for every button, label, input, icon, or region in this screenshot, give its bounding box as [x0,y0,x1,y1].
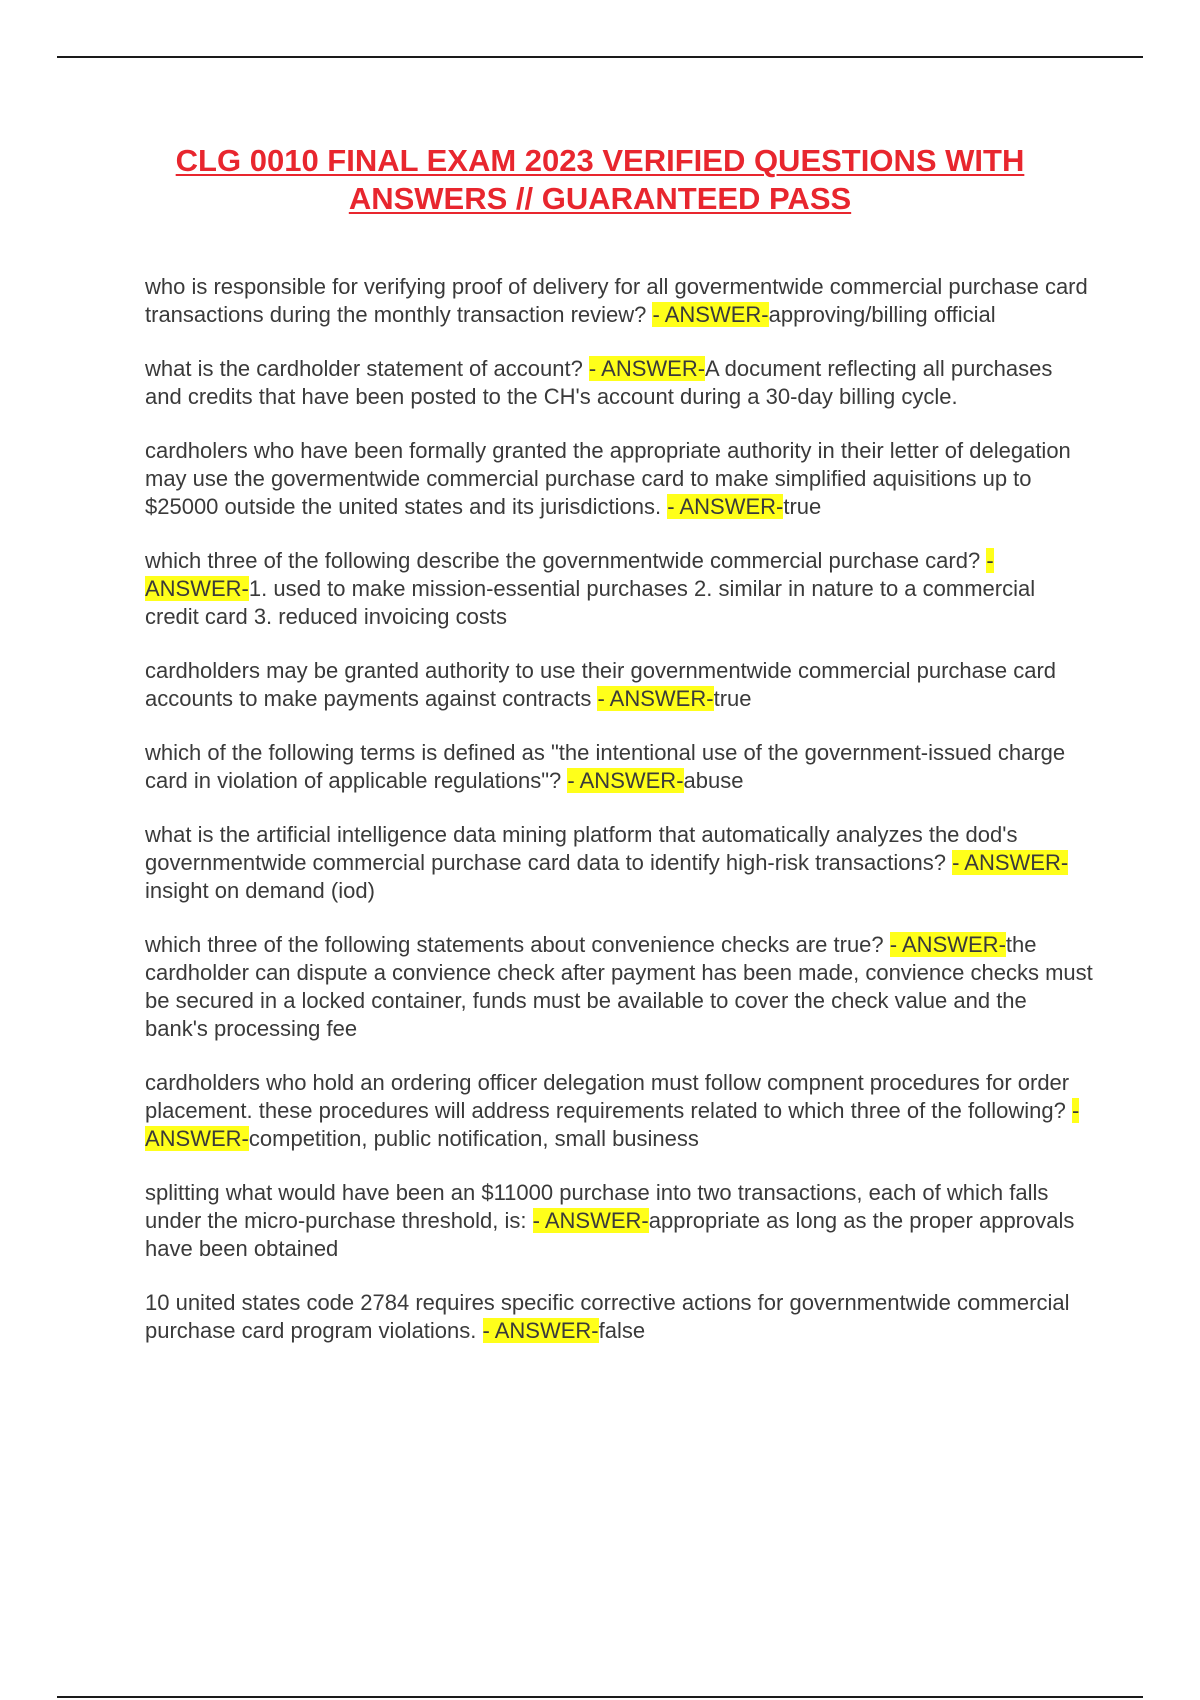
answer-text: competition, public notification, small business [248,1126,699,1151]
question-text: what is the artificial intelligence data mining platform that automatically analyzes the dod's governmentwide commercial purchase card data to identify high-risk transactions? [145,822,1018,875]
qa-list [145,273,1095,1371]
question-text: which of the following terms is defined as "the intentional use of the government-issued charge card in violation of applicable regulations"? [145,740,1066,793]
qa-item [145,931,1095,1043]
question-text: which three of the following describe the governmentwide commercial purchase card? [145,548,987,573]
qa-item [145,547,1095,631]
answer-marker: - ANSWER- [889,932,1006,957]
answer-marker: - ANSWER- [532,1208,649,1233]
question-text: cardholders may be granted authority to use their governmentwide commercial purchase card accounts to make payments against contracts [145,658,1057,711]
answer-marker: - ANSWER- [482,1318,599,1343]
qa-item [145,1289,1095,1345]
question-text: which three of the following statements about convenience checks are true? [145,932,890,957]
question-text: splitting what would have been an $11000 purchase into two transactions, each of which falls under the micro-purchase threshold, is: [145,1180,1049,1233]
question-text: who is responsible for verifying proof of delivery for all govermentwide commercial purchase card transactions during the monthly transaction review? [145,274,1088,327]
answer-text: A document reflecting all purchases and credits that have been posted to the CH's account during a 30-day billing cycle. [145,356,1053,409]
qa-item [145,437,1095,521]
top-rule [57,56,1143,58]
qa-item [145,1069,1095,1153]
answer-marker: - ANSWER- [145,1098,1080,1151]
answer-marker: - ANSWER- [567,768,684,793]
answer-marker: - ANSWER- [145,548,994,601]
question-text: what is the cardholder statement of account? [145,356,589,381]
answer-text: 1. used to make mission-essential purchases 2. similar in nature to a commercial credit card 3. reduced invoicing costs [145,576,1036,629]
answer-text: appropriate as long as the proper approvals have been obtained [145,1208,1075,1261]
question-text: cardholers who have been formally granted the appropriate authority in their letter of delegation may use the govermentwide commercial purchase card to make simplified aquisitions up to $25000 outside the united states and its jurisdictions. [145,438,1071,519]
answer-marker: - ANSWER- [652,302,769,327]
answer-text: true [783,494,822,519]
answer-marker: - ANSWER- [667,494,784,519]
qa-item [145,739,1095,795]
answer-marker: - ANSWER- [597,686,714,711]
question-text: cardholders who hold an ordering officer delegation must follow compnent procedures for order placement. these procedures will address requirements related to which three of the following? [145,1070,1072,1123]
answer-marker: - ANSWER- [952,850,1069,875]
question-text: 10 united states code 2784 requires specific corrective actions for governmentwide commercial purchase card program violations. [145,1290,1070,1343]
answer-text: the cardholder can dispute a convience check after payment has been made, convience checks must be secured in a locked container, funds must be available to cover the check value and the bank's processing fee [145,932,1093,1041]
answer-text: true [713,686,752,711]
answer-text: false [598,1318,646,1343]
document-title: CLG 0010 FINAL EXAM 2023 VERIFIED QUESTIONS WITH ANSWERS // GUARANTEED PASS [175,143,1025,216]
answer-text: approving/billing official [768,302,996,327]
answer-text: abuse [683,768,744,793]
bottom-rule [57,1696,1143,1698]
qa-item [145,355,1095,411]
answer-text: insight on demand (iod) [145,878,375,903]
qa-item [145,1179,1095,1263]
qa-item [145,657,1095,713]
answer-marker: - ANSWER- [588,356,706,381]
qa-item [145,821,1095,905]
qa-item [145,273,1095,329]
